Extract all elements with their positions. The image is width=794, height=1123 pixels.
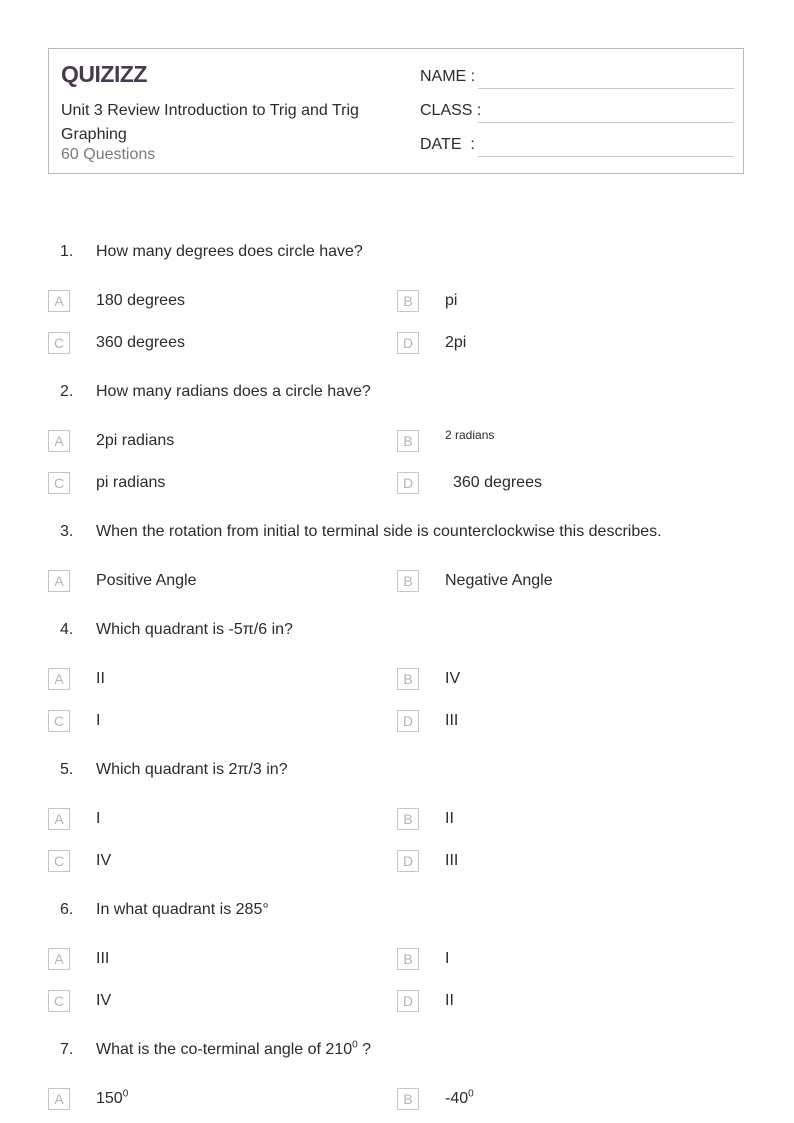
option-c-text: IV <box>96 992 112 1009</box>
option-c-box[interactable]: C <box>48 990 70 1012</box>
option-a-value: 150 <box>96 1090 123 1107</box>
option-d-text: 360 degrees <box>453 474 542 491</box>
option-b-text: IV <box>445 670 461 687</box>
option-d-box[interactable]: D <box>397 710 419 732</box>
svg-text:QUIZIZZ: QUIZIZZ <box>61 61 147 87</box>
question-text <box>96 1040 371 1060</box>
question-number: 5. <box>60 761 74 778</box>
option-d-text: III <box>445 712 459 729</box>
option-a-text <box>96 1089 128 1109</box>
option-b-value: -40 <box>445 1090 469 1107</box>
question-text: In what quadrant is 285° <box>96 901 269 918</box>
option-d-text: II <box>445 992 454 1009</box>
option-c-box[interactable]: C <box>48 850 70 872</box>
option-b-box[interactable]: B <box>397 570 419 592</box>
option-a-box[interactable]: A <box>48 1088 70 1110</box>
date-label: DATE : <box>420 136 475 153</box>
option-b-box[interactable]: B <box>397 668 419 690</box>
option-a-text: I <box>96 810 101 827</box>
option-b-box[interactable]: B <box>397 430 419 452</box>
option-b-box[interactable]: B <box>397 808 419 830</box>
question-text-end: ? <box>357 1041 372 1058</box>
class-field[interactable] <box>420 102 734 126</box>
option-a-text: 2pi radians <box>96 432 175 449</box>
question-text-main: What is the co-terminal angle of 210 <box>96 1041 353 1058</box>
question-count: 60 Questions <box>61 146 156 163</box>
option-a-box[interactable]: A <box>48 668 70 690</box>
question-text: Which quadrant is -5π/6 in? <box>96 621 293 638</box>
question-text: How many radians does a circle have? <box>96 383 371 400</box>
option-a-text: III <box>96 950 110 967</box>
option-a-box[interactable]: A <box>48 430 70 452</box>
option-c-text: IV <box>96 852 112 869</box>
class-line[interactable] <box>478 122 734 123</box>
question-number: 7. <box>60 1041 74 1058</box>
option-b-text: I <box>445 950 450 967</box>
question-number: 3. <box>60 523 74 540</box>
option-b-text: pi <box>445 292 458 309</box>
option-b-box[interactable]: B <box>397 948 419 970</box>
degree-superscript: 0 <box>352 1039 358 1051</box>
option-a-box[interactable]: A <box>48 290 70 312</box>
question-number: 1. <box>60 243 74 260</box>
question-number: 4. <box>60 621 74 638</box>
degree-superscript: 0 <box>122 1088 129 1100</box>
worksheet-title: Unit 3 Review Introduction to Trig and Trig Graphing <box>61 102 359 143</box>
worksheet-header <box>48 48 744 174</box>
option-b-text <box>445 1089 474 1109</box>
name-field[interactable] <box>420 68 734 92</box>
option-b-text: 2 radians <box>445 428 495 442</box>
option-a-box[interactable]: A <box>48 808 70 830</box>
option-a-box[interactable]: A <box>48 570 70 592</box>
option-d-text: 2pi <box>445 334 467 351</box>
option-a-text: Positive Angle <box>96 572 197 589</box>
question-number: 6. <box>60 901 74 918</box>
name-label: NAME : <box>420 68 476 85</box>
question-number: 2. <box>60 383 74 400</box>
option-d-text: III <box>445 852 459 869</box>
option-c-text: pi radians <box>96 474 166 491</box>
option-d-box[interactable]: D <box>397 472 419 494</box>
option-b-box[interactable]: B <box>397 1088 419 1110</box>
name-line[interactable] <box>478 88 734 89</box>
question-text: When the rotation from initial to terminal side is counterclockwise this describes. <box>96 523 662 540</box>
option-b-text: II <box>445 810 454 827</box>
quizizz-logo <box>61 61 153 87</box>
option-b-text: Negative Angle <box>445 572 553 589</box>
option-d-box[interactable]: D <box>397 990 419 1012</box>
date-field[interactable] <box>420 136 734 160</box>
question-text: Which quadrant is 2π/3 in? <box>96 761 288 778</box>
option-a-text: 180 degrees <box>96 292 185 309</box>
option-c-box[interactable]: C <box>48 332 70 354</box>
degree-superscript: 0 <box>468 1088 474 1100</box>
date-line[interactable] <box>478 156 734 157</box>
option-d-box[interactable]: D <box>397 850 419 872</box>
option-c-box[interactable]: C <box>48 710 70 732</box>
class-label: CLASS : <box>420 102 482 119</box>
option-d-box[interactable]: D <box>397 332 419 354</box>
option-b-box[interactable]: B <box>397 290 419 312</box>
option-a-box[interactable]: A <box>48 948 70 970</box>
option-a-text: II <box>96 670 105 687</box>
option-c-text: I <box>96 712 101 729</box>
question-text: How many degrees does circle have? <box>96 243 363 260</box>
option-c-box[interactable]: C <box>48 472 70 494</box>
option-c-text: 360 degrees <box>96 334 185 351</box>
